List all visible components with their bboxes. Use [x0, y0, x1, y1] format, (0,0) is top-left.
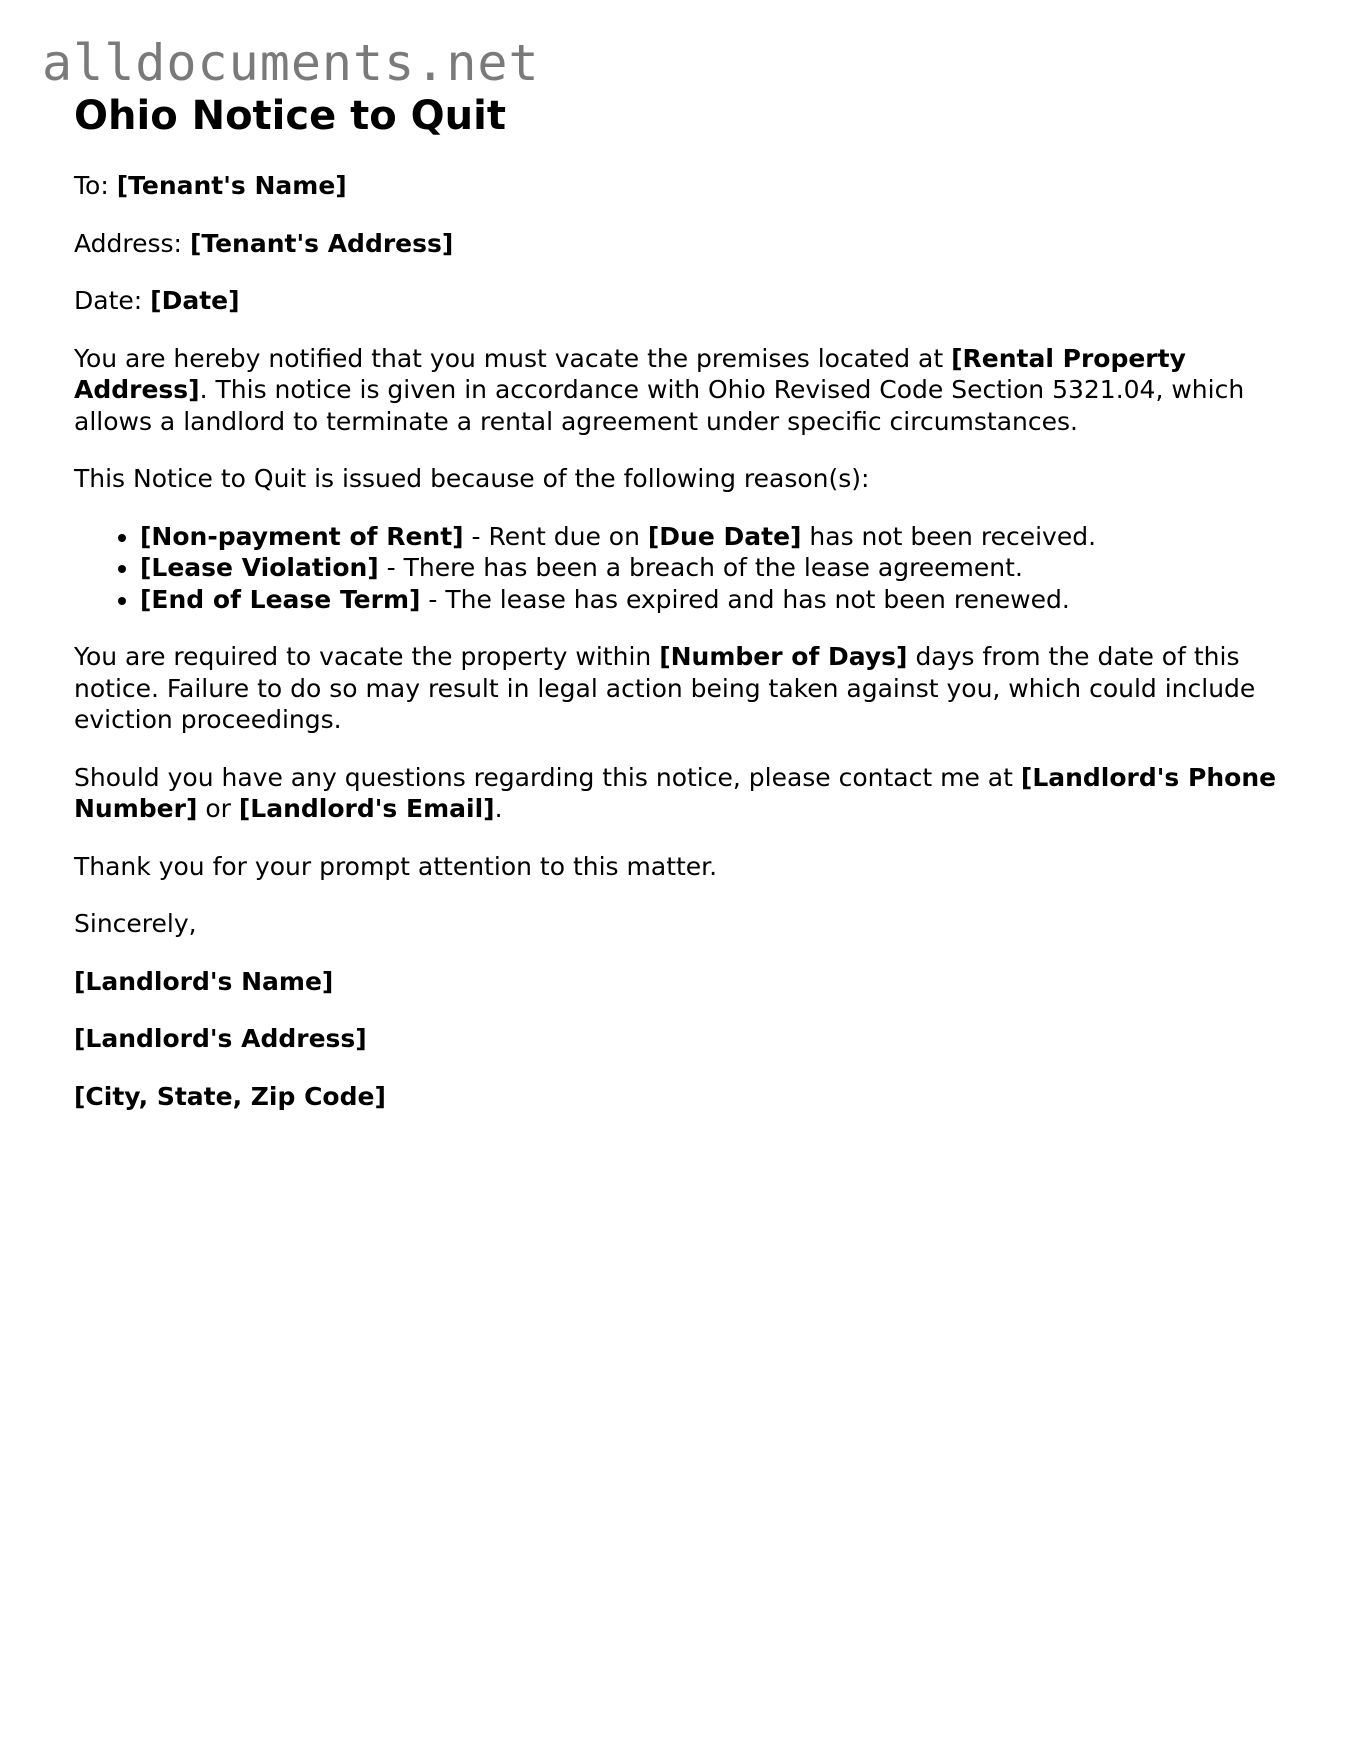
list-item: [140, 584, 1284, 616]
landlord-address-placeholder: [Landlord's Address]: [74, 1024, 367, 1053]
page-title: Ohio Notice to Quit: [74, 93, 506, 139]
city-state-zip-placeholder: [City, State, Zip Code]: [74, 1081, 386, 1111]
reason-text: - There has been a breach of the lease agreement.: [378, 553, 1023, 582]
contact-text-2: or: [205, 794, 231, 823]
tenant-name-placeholder: [Tenant's Name]: [116, 171, 347, 200]
landlord-phone-placeholder: [Landlord's Phone Number]: [74, 762, 1277, 823]
number-of-days-placeholder: [Number of Days]: [659, 642, 908, 671]
to-line: [74, 170, 1284, 202]
rental-property-placeholder: [Rental Property Address]: [74, 343, 1186, 404]
landlord-email-placeholder: [Landlord's Email]: [238, 794, 495, 823]
closing-line: Sincerely,: [74, 909, 197, 938]
address-line: [74, 228, 1284, 260]
notice-text-2: . This notice is given in accordance with Ohio Revised Code Section 5321.04, which allows a landlord to terminate a rental agreement under specific circumstances.: [74, 375, 1245, 436]
list-item: [140, 521, 1284, 553]
notice-paragraph: [74, 343, 1284, 438]
to-label: To:: [74, 171, 109, 200]
address-label: Address:: [74, 228, 182, 258]
vacate-text-1: You are required to vacate the property within: [74, 642, 652, 671]
contact-paragraph: [74, 762, 1284, 825]
vacate-text-2: days from the date of this notice. Failure to do so may result in legal action being taken against you, which could include eviction proceedings.: [74, 642, 1256, 734]
reason-text: - Rent due on: [463, 521, 648, 551]
contact-text-1: Should you have any questions regarding this notice, please contact me at: [74, 762, 1013, 792]
contact-text-3: .: [494, 794, 503, 823]
landlord-name-placeholder: [Landlord's Name]: [74, 966, 334, 996]
thank-you-paragraph: Thank you for your prompt attention to this matter.: [74, 851, 718, 881]
reason-title: [Lease Violation]: [140, 553, 379, 582]
due-date-placeholder: [Due Date]: [647, 521, 802, 551]
reason-title: [Non-payment of Rent]: [140, 521, 464, 551]
date-placeholder: [Date]: [150, 286, 240, 315]
vacate-paragraph: [74, 641, 1284, 736]
reason-text: has not been received.: [801, 521, 1097, 551]
reason-title: [End of Lease Term]: [140, 584, 421, 614]
reasons-intro: This Notice to Quit is issued because of the following reason(s):: [74, 464, 870, 493]
tenant-address-placeholder: [Tenant's Address]: [189, 228, 454, 258]
date-line: [74, 285, 1284, 317]
signature-block: [74, 966, 1284, 1113]
reason-text: - The lease has expired and has not been renewed.: [420, 584, 1070, 614]
notice-text-1: You are hereby notified that you must vacate the premises located at: [74, 343, 944, 373]
list-item: [140, 552, 1284, 584]
watermark-text: alldocuments.net: [42, 34, 540, 92]
document-body: [74, 92, 1284, 1138]
reasons-list: [74, 521, 1284, 616]
date-label: Date:: [74, 286, 143, 315]
